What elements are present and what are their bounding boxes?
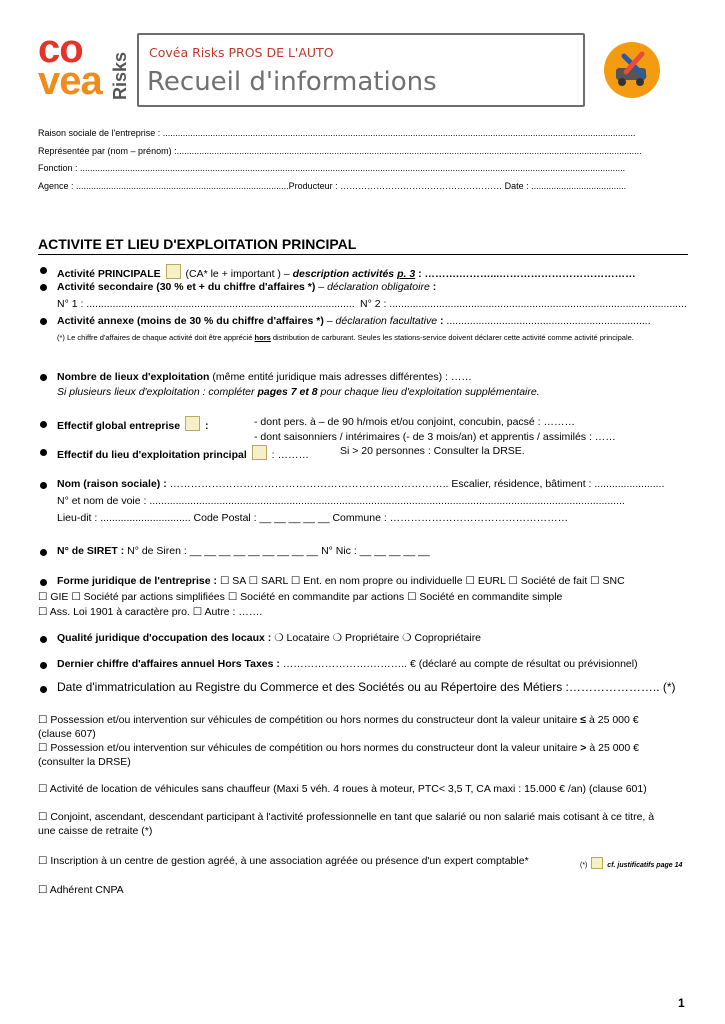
ca-label: Dernier chiffre d'affaires annuel Hors Taxes : <box>57 658 280 670</box>
section-divider <box>38 254 688 255</box>
field-effectif-line2[interactable]: - dont saisonniers / intérimaires (- de 3 mois/an) et apprentis / assimilés : …… <box>254 431 616 443</box>
bullet <box>40 267 47 274</box>
field-voie[interactable]: N° et nom de voie : ................................................................................................................................................................... <box>57 495 625 507</box>
bullet <box>40 374 47 381</box>
section-title: ACTIVITE ET LIEU D'EXPLOITATION PRINCIPAL <box>38 236 357 252</box>
forme-options-2[interactable]: ☐ GIE ☐ Société par actions simplifiées ☐ Société en commandite par actions ☐ Société en commandite simple <box>38 591 563 603</box>
check-competition-sup-post: à 25 000 € <box>586 742 639 754</box>
activite-annexe-label: Activité annexe (moins de 30 % du chiffre d'affaires *) <box>57 315 324 327</box>
field-fonction[interactable]: Fonction : .......................................................................................................................................................................................................................... <box>38 163 626 173</box>
activite-secondaire-dash: – <box>315 281 328 293</box>
effectif-lieu-line <box>57 445 309 462</box>
activite-secondaire-colon: : <box>429 281 437 293</box>
activite-secondaire-label: Activité secondaire (30 % et + du chiffre d'affaires *) <box>57 281 316 293</box>
activite-annexe-line <box>57 315 651 328</box>
siret-line <box>57 545 430 558</box>
lieux-italic-line <box>57 386 540 399</box>
field-activite-n2[interactable]: N° 2 : ...................................................................................................... <box>360 298 687 310</box>
field-activite-annexe[interactable]: ...................................................................... <box>446 315 651 327</box>
activite-note <box>57 333 634 342</box>
check-conjoint-2: une caisse de retraite (*) <box>38 825 153 837</box>
field-effectif-line1[interactable]: - dont pers. à – de 90 h/mois et/ou conjoint, concubin, pacsé : ……… <box>254 416 576 428</box>
field-raison-sociale[interactable]: Raison sociale de l'entreprise : ............................................................................................................................................................................................. <box>38 128 636 138</box>
activite-principale-text: (CA* le + important ) – <box>185 268 290 280</box>
bullet <box>40 421 47 428</box>
check-centre-gestion[interactable]: ☐ Inscription à un centre de gestion agréé, à une association agréée ou présence d'un expert comptable* <box>38 855 529 867</box>
lieux-italic-pre: Si plusieurs lieux d'exploitation : compléter <box>57 386 258 398</box>
qualite-line <box>57 632 481 645</box>
activite-principale-desc: description activités <box>292 268 395 280</box>
bullet <box>40 482 47 489</box>
justificatifs-note-text: cf. justificatifs page 14 <box>607 862 683 869</box>
justificatifs-note-pre: (*) <box>580 862 588 869</box>
note-icon <box>591 857 603 869</box>
lieux-text[interactable]: (même entité juridique mais adresses différentes) : …… <box>209 371 472 383</box>
logo-vea: vea <box>38 59 102 103</box>
field-effectif-lieu[interactable]: : ……… <box>268 449 309 461</box>
field-activite-n1[interactable]: N° 1 : ............................................................................................ <box>57 298 355 310</box>
lieux-italic-post: pour chaque lieu d'exploitation supplémentaire. <box>317 386 540 398</box>
field-lieudit-cp-commune[interactable]: Lieu-dit : ............................... Code Postal : __ __ __ __ __ Commune : …………………………………………… <box>57 512 569 524</box>
ca-line <box>57 658 638 671</box>
lieux-line <box>57 371 472 384</box>
check-competition-sup-text: ☐ Possession et/ou intervention sur véhicules de compétition ou hors normes du constructeur dont la valeur unitaire <box>38 742 581 754</box>
check-competition-sup[interactable] <box>38 742 639 755</box>
forme-options-1[interactable]: ☐ SA ☐ SARL ☐ Ent. en nom propre ou individuelle ☐ EURL ☐ Société de fait ☐ SNC <box>217 575 625 587</box>
note-icon <box>185 416 200 431</box>
check-competition-inf-text: ☐ Possession et/ou intervention sur véhicules de compétition ou hors normes du constructeur dont la valeur unitaire <box>38 714 581 726</box>
field-agence-producteur-date[interactable]: Agence : .....................................................................................Producteur : ……………………………………………… Date : ...................................... <box>38 181 627 191</box>
activite-secondaire-decl: déclaration obligatoire <box>327 281 430 293</box>
activite-principale-page: p. 3 <box>397 268 416 280</box>
bullet <box>40 549 47 556</box>
tools-icon <box>604 42 660 98</box>
header-subtitle: Covéa Risks PROS DE L'AUTO <box>149 45 334 60</box>
effectif-global-line <box>57 416 208 433</box>
field-representee-par[interactable]: Représentée par (nom – prénom) :.......................................................................................................................................................................................... <box>38 146 642 156</box>
effectif-global-colon: : <box>202 420 209 432</box>
note-icon <box>166 264 181 279</box>
activite-annexe-decl: déclaration facultative <box>335 315 438 327</box>
qualite-options[interactable]: ❍ Locataire ❍ Propriétaire ❍ Copropriétaire <box>271 632 482 644</box>
check-competition-inf-clause: (clause 607) <box>38 728 96 740</box>
note-post: distribution de carburant. Seules les stations-service doivent déclarer cette activité comme activité principale. <box>270 333 634 342</box>
activite-principale-dots[interactable]: : ……….………...………………………………… <box>415 268 636 280</box>
check-location[interactable]: ☐ Activité de location de véhicules sans chauffeur (Maxi 5 véh. 4 roues à moteur, PTC< 3,5 T, CA maxi : 15.000 € /an) (clause 601) <box>38 783 647 795</box>
field-immatriculation[interactable]: Date d'immatriculation au Registre du Commerce et des Sociétés ou au Répertoire des Métiers :………………….. (*) <box>57 680 676 694</box>
activite-principale-label: Activité PRINCIPALE <box>57 268 161 280</box>
bullet <box>40 579 47 586</box>
check-competition-sup-clause: (consulter la DRSE) <box>38 756 131 768</box>
effectif-lieu-label: Effectif du lieu d'exploitation principal <box>57 449 247 461</box>
effectif-lieu-note: Si > 20 personnes : Consulter la DRSE. <box>340 445 525 457</box>
logo-risks: Risks <box>110 51 130 100</box>
justificatifs-note <box>580 857 682 869</box>
header-title: Recueil d'informations <box>147 67 437 97</box>
check-competition-inf[interactable] <box>38 714 639 727</box>
check-cnpa[interactable]: ☐ Adhérent CNPA <box>38 884 124 896</box>
qualite-label: Qualité juridique d'occupation des locaux : <box>57 632 272 644</box>
activite-principale-line <box>57 264 636 281</box>
bullet <box>40 284 47 291</box>
siret-label: N° de SIRET : <box>57 545 125 557</box>
activite-secondaire-line <box>57 281 436 294</box>
lieux-label: Nombre de lieux d'exploitation <box>57 371 210 383</box>
forme-line <box>57 575 625 588</box>
check-competition-sup-sym: > <box>580 742 587 754</box>
activite-annexe-colon: : <box>437 315 447 327</box>
nom-label: Nom (raison sociale) : <box>57 478 167 490</box>
field-ca[interactable]: …………………….……….. € (déclaré au compte de résultat ou prévisionnel) <box>279 658 638 670</box>
check-competition-inf-sym: ≤ <box>580 714 587 726</box>
page-number: 1 <box>678 996 685 1010</box>
note-hors: hors <box>254 333 271 342</box>
bullet <box>40 318 47 325</box>
note-pre: (*) Le chiffre d'affaires de chaque activité doit être apprécié <box>57 333 255 342</box>
bullet <box>40 686 47 693</box>
effectif-global-label: Effectif global entreprise <box>57 420 181 432</box>
note-icon <box>252 445 267 460</box>
bullet <box>40 662 47 669</box>
field-nom[interactable]: …………………………………………………………………….. Escalier, résidence, bâtiment : ........................ <box>166 478 665 490</box>
field-siret[interactable]: N° de Siren : __ __ __ __ __ __ __ __ __ N° Nic : __ __ __ __ __ <box>124 545 430 557</box>
bullet <box>40 636 47 643</box>
nom-line <box>57 478 664 491</box>
check-competition-inf-post: à 25 000 € <box>586 714 639 726</box>
logo-co: co <box>38 27 83 71</box>
bullet <box>40 449 47 456</box>
forme-options-3[interactable]: ☐ Ass. Loi 1901 à caractère pro. ☐ Autre : ……. <box>38 606 263 618</box>
lieux-italic-pages: pages 7 et 8 <box>257 386 318 398</box>
forme-label: Forme juridique de l'entreprise : <box>57 575 218 587</box>
header-box <box>137 33 585 107</box>
activite-annexe-dash: – <box>323 315 336 327</box>
check-conjoint[interactable]: ☐ Conjoint, ascendant, descendant participant à l'activité professionnelle en tant que salarié ou non salarié mais cotisant à ce titre, à <box>38 811 655 823</box>
